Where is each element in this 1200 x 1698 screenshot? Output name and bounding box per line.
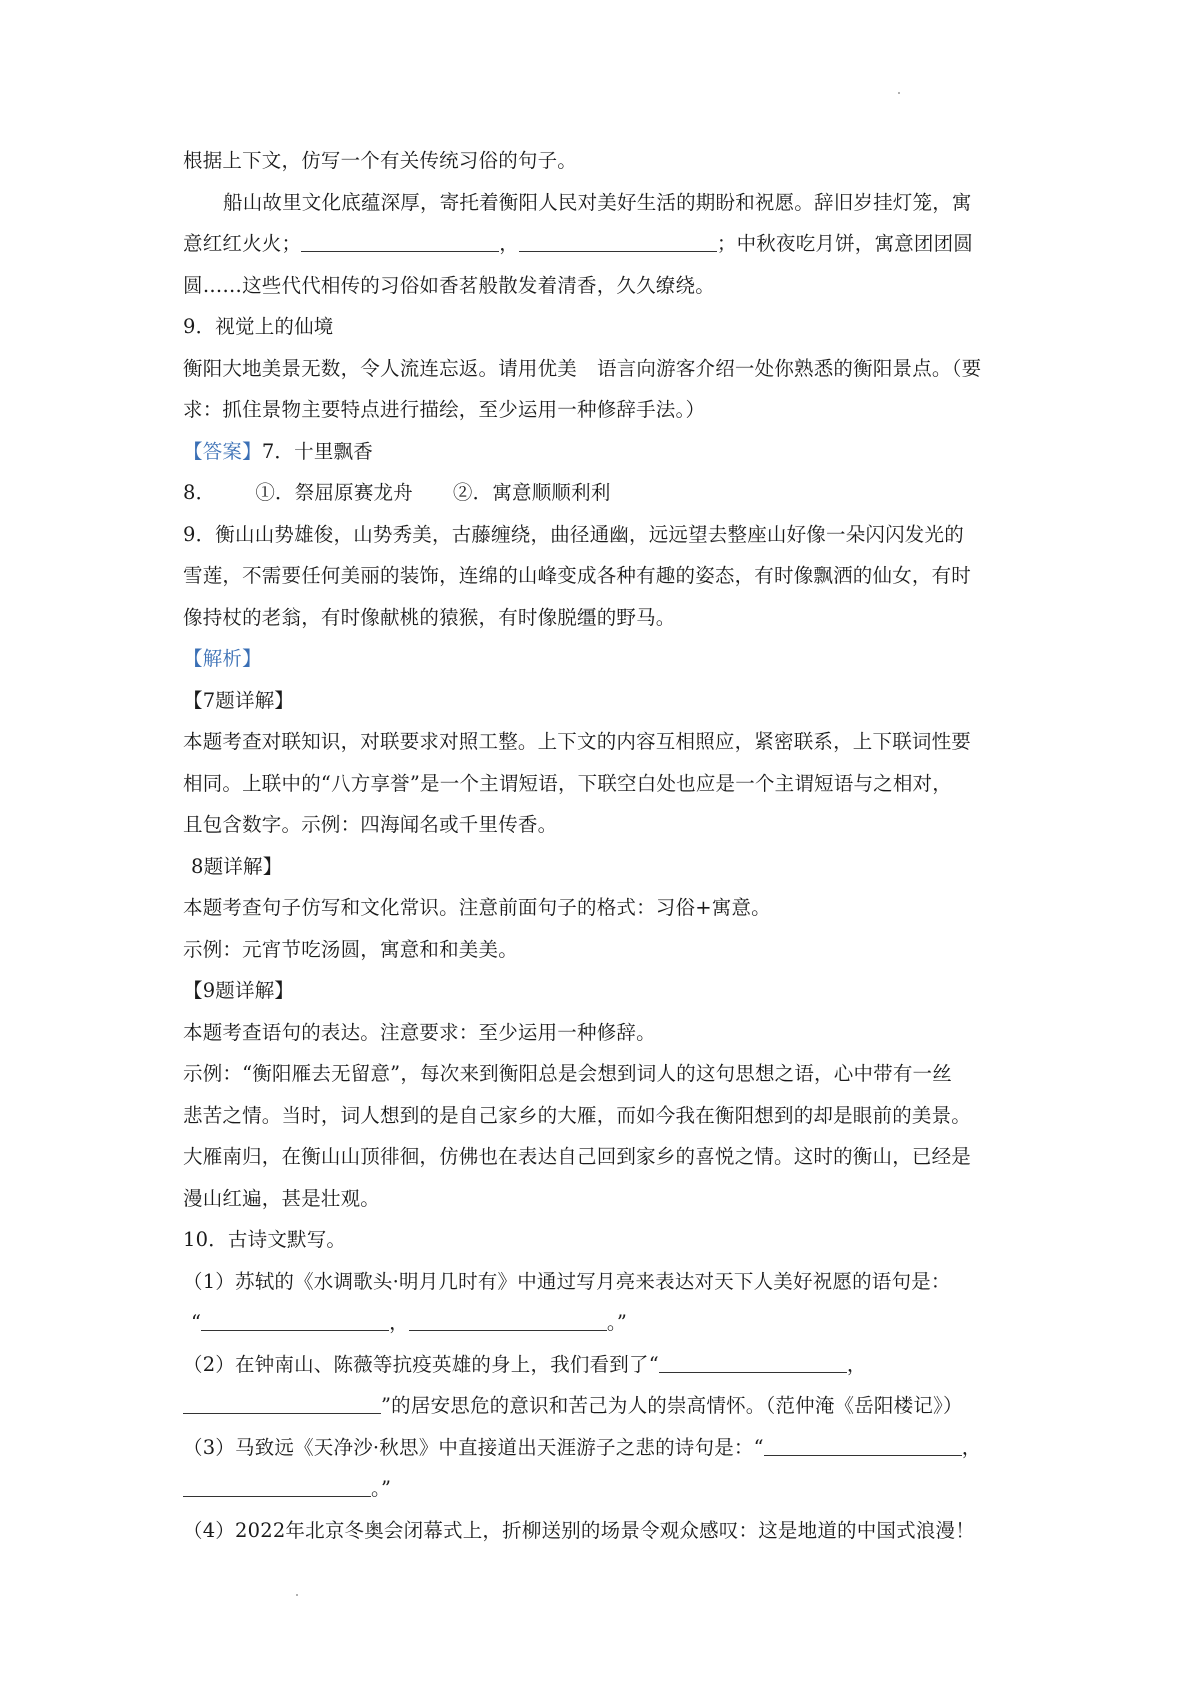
fill-blank-3[interactable] [201, 1308, 389, 1331]
q8-passage-line-2: 意红红火火； ， ；中秋夜吃月饼，寓意团团圆 [183, 223, 1033, 265]
q10-sub1-line-2: “ ， 。” [183, 1302, 1033, 1344]
q9-title: 9．视觉上的仙境 [183, 315, 334, 338]
q10-sub3-line-1: （3）马致远《天净沙·秋思》中直接道出天涯游子之悲的诗句是：“ ， [183, 1427, 1033, 1469]
fill-blank-8[interactable] [183, 1474, 371, 1497]
scan-speck [898, 92, 900, 94]
analysis-q9-line-2: 示例：“衡阳雁去无留意”，每次来到衡阳总是会想到词人的这句思想之语，心中带有一丝 [183, 1062, 952, 1085]
q10-sub3-line-2: 。” [183, 1468, 1033, 1510]
fill-blank-4[interactable] [409, 1308, 607, 1331]
q10-sub4-line-1: （4）2022年北京冬奥会闭幕式上，折柳送别的场景令观众感叹：这是地道的中国式浪漫！ [183, 1518, 975, 1542]
fill-blank-7[interactable] [764, 1433, 962, 1456]
analysis-tag: 【解析】 [183, 647, 262, 670]
analysis-q9-line-3: 悲苦之情。当时，词人想到的是自己家乡的大雁，而如今我在衡阳想到的却是眼前的美景。 [183, 1103, 972, 1127]
analysis-heading [183, 638, 1033, 680]
q10-sub1-line-1: （1）苏轼的《水调歌头·明月几时有》中通过写月亮来表达对天下人美好祝愿的语句是： [183, 1269, 951, 1293]
fill-blank-5[interactable] [659, 1350, 847, 1373]
q10-title: 10．古诗文默写。 [183, 1228, 347, 1251]
q8-instruction: 根据上下文，仿写一个有关传统习俗的句子。 [183, 149, 578, 172]
fill-blank-1[interactable] [301, 229, 499, 252]
analysis-q8-heading: 8题详解】 [191, 854, 283, 878]
analysis-q7-line-2: 相同。上联中的“八方享誉”是一个主谓短语，下联空白处也应是一个主谓短语与之相对， [183, 771, 952, 795]
analysis-q7-heading: 【7题详解】 [183, 688, 295, 712]
q8-passage-line-1: 船山故里文化底蕴深厚，寄托着衡阳人民对美好生活的期盼和祝愿。辞旧岁挂灯笼，寓 [223, 190, 972, 214]
analysis-q9-line-1: 本题考查语句的表达。注意要求：至少运用一种修辞。 [183, 1020, 656, 1044]
q10-sub2-line-2: ”的居安思危的意识和苦己为人的崇高情怀。（范仲淹《岳阳楼记》） [183, 1385, 1033, 1427]
analysis-q8-line-2: 示例：元宵节吃汤圆，寓意和和美美。 [183, 937, 518, 961]
fill-blank-6[interactable] [183, 1391, 381, 1414]
answer-9-line-1: 9．衡山山势雄俊，山势秀美，古藤缠绕，曲径通幽，远远望去整座山好像一朵闪闪发光的 [183, 522, 964, 546]
analysis-q7-line-1: 本题考查对联知识，对联要求对照工整。上下文的内容互相照应，紧密联系，上下联词性要 [183, 730, 972, 753]
document-page [183, 140, 1033, 1551]
analysis-q9-line-5: 漫山红遍，甚是壮观。 [183, 1186, 381, 1210]
analysis-q9-line-4: 大雁南归，在衡山山顶徘徊，仿佛也在表达自己回到家乡的喜悦之情。这时的衡山，已经是 [183, 1145, 972, 1168]
scan-speck [296, 1594, 298, 1596]
analysis-q9-heading: 【9题详解】 [183, 979, 295, 1002]
answer-tag: 【答案】 [183, 439, 262, 463]
analysis-q7-line-3: 且包含数字。示例：四海闻名或千里传香。 [183, 813, 558, 836]
answer-9-line-3: 像持杖的老翁，有时像献桃的猿猴，有时像脱缰的野马。 [183, 605, 676, 629]
q8-passage-line-3: 圆……这些代代相传的习俗如香茗般散发着清香，久久缭绕。 [183, 273, 715, 297]
analysis-q8-line-1: 本题考查句子仿写和文化常识。注意前面句子的格式：习俗+寓意。 [183, 896, 771, 919]
answer-line-8: 8． ①．祭屈原赛龙舟 ②．寓意顺顺利利 [183, 481, 611, 504]
q9-prompt-line-2: 求：抓住景物主要特点进行描绘，至少运用一种修辞手法。） [183, 398, 706, 421]
answer-line-7: 【答案】7．十里飘香 [183, 439, 373, 463]
fill-blank-2[interactable] [519, 229, 717, 252]
q10-sub2-line-1: （2）在钟南山、陈薇等抗疫英雄的身上，我们看到了“ ， [183, 1344, 1033, 1386]
q9-prompt-line-1: 衡阳大地美景无数，令人流连忘返。请用优美 语言向游客介绍一处你熟悉的衡阳景点。（要 [183, 356, 982, 380]
answer-9-line-2: 雪莲，不需要任何美丽的装饰，连绵的山峰变成各种有趣的姿态，有时像飘洒的仙女，有时 [183, 564, 972, 587]
